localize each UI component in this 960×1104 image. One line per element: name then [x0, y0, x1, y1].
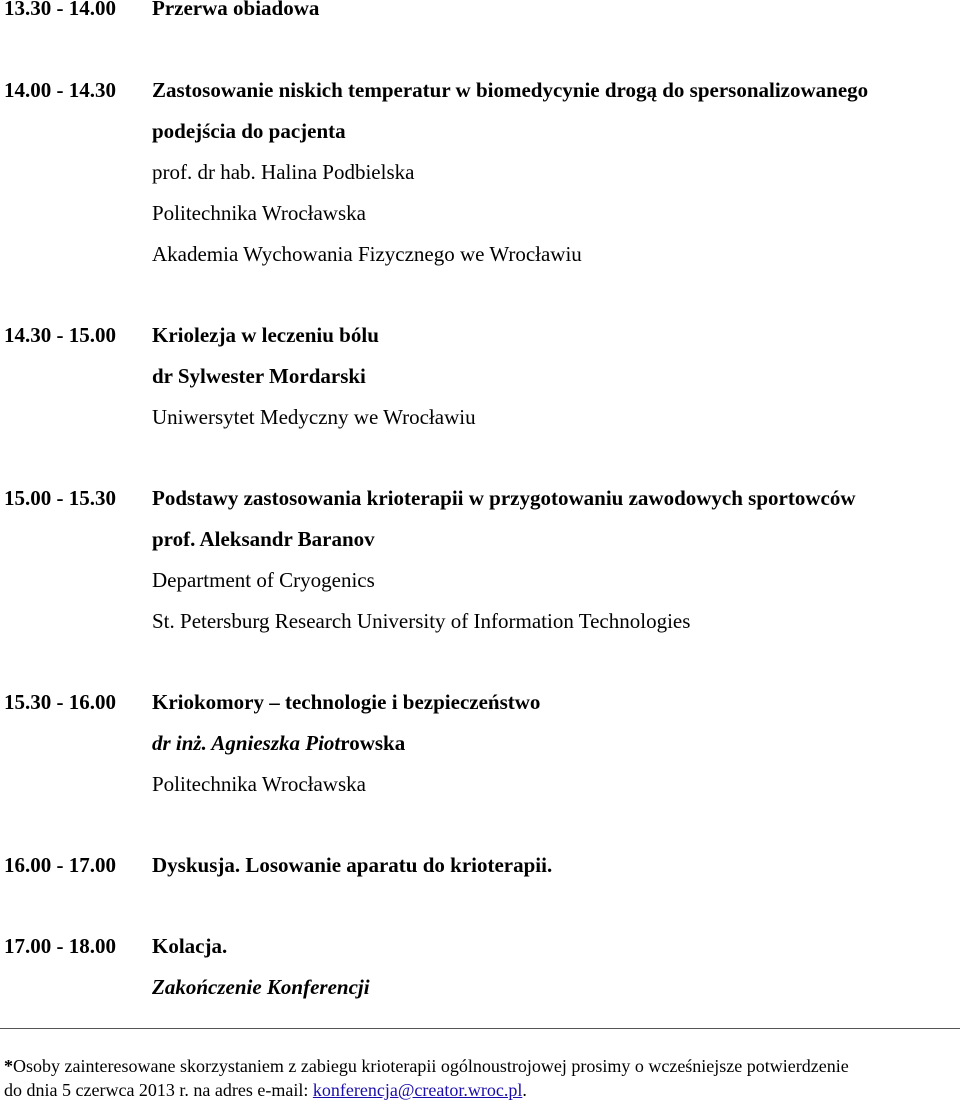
- session-row: [4, 323, 956, 348]
- session-title: Kolacja.: [152, 934, 228, 958]
- session-title: Kriokomory – technologie i bezpieczeństwo: [152, 690, 541, 714]
- session-row: [4, 78, 956, 103]
- session-row: [4, 0, 956, 21]
- session-affiliation: Department of Cryogenics: [152, 568, 375, 592]
- session-affiliation: Politechnika Wrocławska: [152, 201, 366, 225]
- session-speaker: [152, 731, 405, 756]
- session-time: 15.30 - 16.00: [4, 690, 116, 714]
- session-title-continued: podejścia do pacjenta: [152, 119, 346, 143]
- session-title: Kriolezja w leczeniu bólu: [152, 323, 379, 347]
- session-time: 17.00 - 18.00: [4, 934, 116, 958]
- footnote-line: [4, 1056, 849, 1077]
- footnote-asterisk: *: [4, 1056, 13, 1076]
- session-affiliation: Politechnika Wrocławska: [152, 772, 366, 796]
- session-time: 13.30 - 14.00: [4, 0, 116, 20]
- footnote-text: do dnia 5 czerwca 2013 r. na adres e-mail:: [4, 1080, 313, 1100]
- session-title: Przerwa obiadowa: [152, 0, 320, 20]
- session-speaker: prof. Aleksandr Baranov: [152, 527, 375, 551]
- session-speaker-italic: dr inż. Agnieszka Piot: [152, 731, 341, 755]
- session-row: [4, 853, 956, 878]
- session-title: Podstawy zastosowania krioterapii w przygotowaniu zawodowych sportowców: [152, 486, 856, 510]
- footnote-email-link[interactable]: konferencja@creator.wroc.pl: [312, 1080, 523, 1100]
- footnote-line: [4, 1080, 527, 1101]
- session-affiliation: Uniwersytet Medyczny we Wrocławiu: [152, 405, 476, 429]
- session-time: 16.00 - 17.00: [4, 853, 116, 877]
- session-speaker-rest: rowska: [340, 731, 406, 755]
- session-row: [4, 934, 956, 959]
- session-row: [4, 486, 956, 511]
- session-affiliation: Akademia Wychowania Fizycznego we Wrocławiu: [152, 242, 582, 266]
- footnote-text: .: [522, 1080, 527, 1100]
- session-row: [4, 690, 956, 715]
- session-title: Zastosowanie niskich temperatur w biomedycynie drogą do spersonalizowanego: [152, 78, 869, 102]
- session-speaker: dr Sylwester Mordarski: [152, 364, 366, 388]
- session-time: 15.00 - 15.30: [4, 486, 116, 510]
- footnote-divider: [0, 1028, 960, 1029]
- session-time: 14.30 - 15.00: [4, 323, 116, 347]
- session-speaker: prof. dr hab. Halina Podbielska: [152, 160, 415, 184]
- session-affiliation: St. Petersburg Research University of Information Technologies: [152, 609, 691, 633]
- footnote-text: Osoby zainteresowane skorzystaniem z zabiegu krioterapii ogólnoustrojowej prosimy o wcześniejsze potwierdzenie: [13, 1056, 849, 1076]
- session-subtitle: Zakończenie Konferencji: [152, 975, 370, 999]
- session-title: Dyskusja. Losowanie aparatu do krioterapii.: [152, 853, 553, 877]
- session-time: 14.00 - 14.30: [4, 78, 116, 102]
